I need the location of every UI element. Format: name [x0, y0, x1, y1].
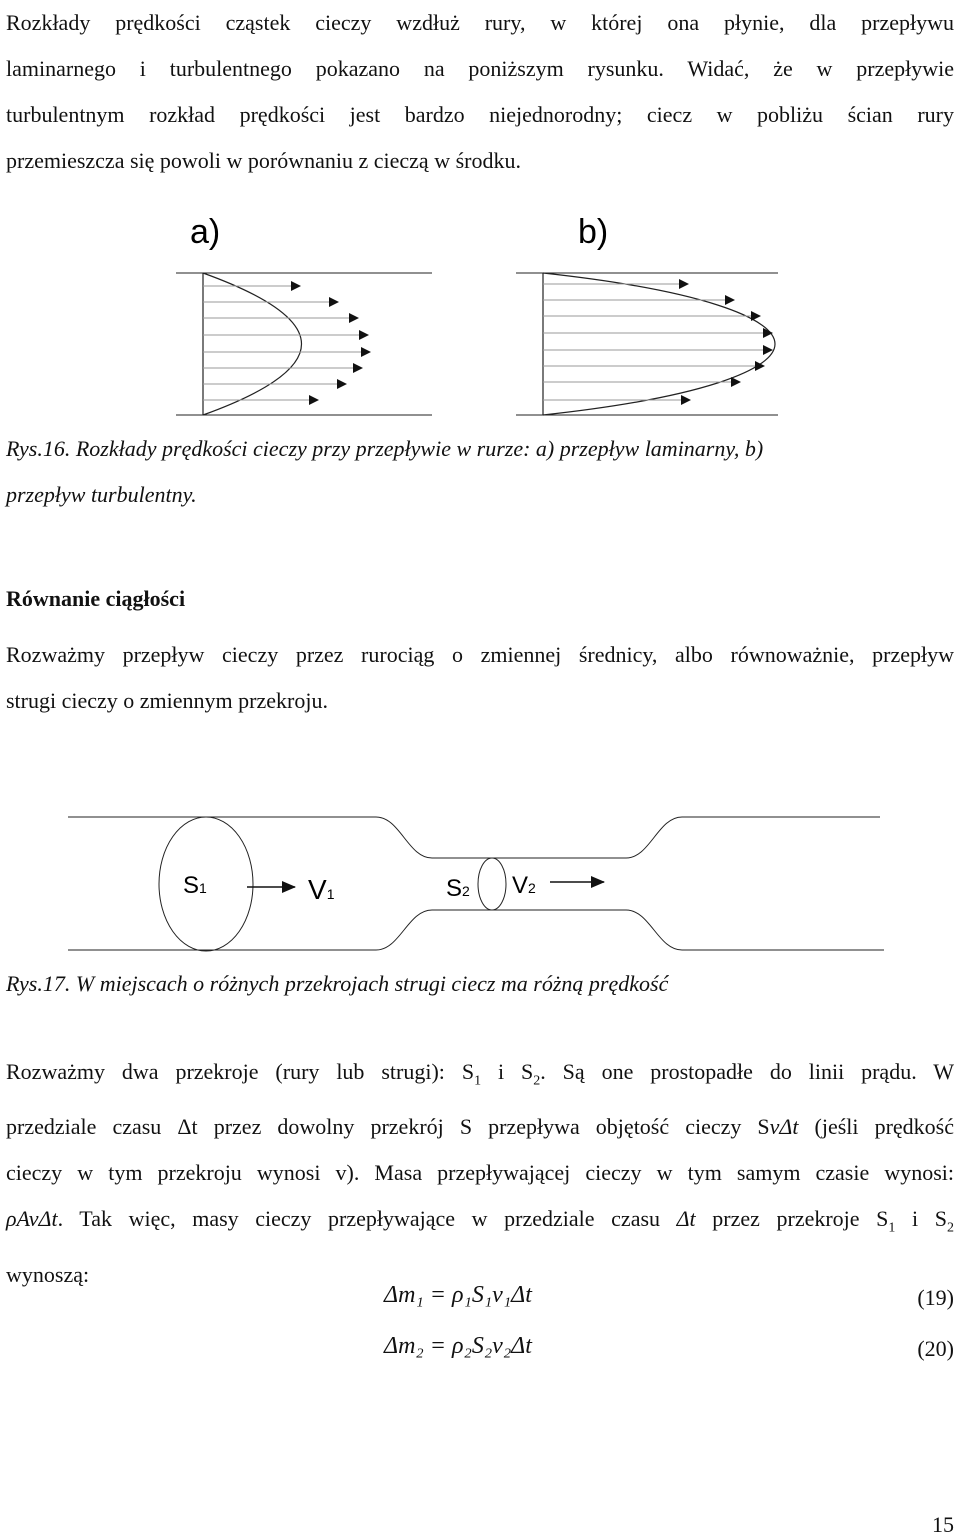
svg-text:S1 [183, 872, 207, 899]
section-paragraph [6, 632, 954, 724]
intro-line: turbulentnym rozkład prędkości jest bardzo niejednorodny; ciecz w pobliżu ścian rury [6, 102, 954, 127]
s1-label: S [183, 872, 200, 899]
figure16-caption-line2: przepływ turbulentny. [6, 482, 197, 507]
body-line-4: ρAvΔt. Tak więc, masy cieczy przepływające w przedziale czasu Δt przez przekroje $S_1$ i $S_2$ [6, 1206, 954, 1236]
equation-19: Δm₁ = ρ₁S₁v₁Δt [384, 1282, 532, 1308]
body-line-1: Rozważmy dwa przekroje (rury lub strugi): $S_1$ i $S_2$. Są one prostopadłe do linii prądu. W [6, 1059, 954, 1089]
v1-subscript: 1 [326, 886, 335, 902]
figure-label-b: b) [578, 213, 609, 251]
v1-label: V [308, 874, 327, 905]
s1-subscript: 1 [199, 880, 207, 896]
intro-line: Rozkłady prędkości cząstek cieczy wzdłuż rury, w której ona płynie, dla przepływu [6, 10, 954, 35]
body-paragraph [6, 1049, 954, 1298]
figure17-caption: Rys.17. W miejscach o różnych przekrojach strugi ciecz ma różną prędkość [6, 971, 669, 996]
svg-text:S2 [446, 875, 470, 902]
intro-line: laminarnego i turbulentnego pokazano na poniższym rysunku. Widać, że w przepływie [6, 56, 954, 81]
svg-text:V2 [512, 872, 536, 899]
turbulent-profile-diagram [516, 273, 778, 415]
intro-line: przemieszcza się powoli w porównaniu z cieczą w środku. [6, 148, 521, 173]
figure-label-a: a) [190, 213, 221, 251]
laminar-profile-diagram [176, 273, 432, 415]
figure16-caption-line1: Rys.16. Rozkłady prędkości cieczy przy przepływie w rurze: a) przepływ laminarny, b) [6, 436, 764, 461]
section-line: Rozważmy przepływ cieczy przez rurociąg o zmiennej średnicy, albo równoważnie, przepływ [6, 642, 954, 667]
body-line-2: przedziale czasu Δt przez dowolny przekrój S przepływa objętość cieczy SvΔt (jeśli prędkość [6, 1114, 955, 1140]
v2-subscript: 2 [528, 880, 536, 896]
v2-label: V [512, 872, 529, 899]
s2-label: S [446, 875, 463, 902]
page-number: 15 [932, 1512, 954, 1537]
equation-20: Δm₂ = ρ₂S₂v₂Δt [384, 1333, 532, 1359]
section-heading: Równanie ciągłości [6, 586, 186, 611]
equation-19-number: (19) [917, 1285, 954, 1310]
equation-20-number: (20) [917, 1336, 954, 1361]
s2-subscript: 2 [462, 883, 470, 899]
body-line-5: wynoszą: [6, 1261, 90, 1287]
body-line-3: cieczy w tym przekroju wynosi v). Masa przepływającej cieczy w tym samym czasie wynosi: [6, 1160, 954, 1186]
section-line: strugi cieczy o zmiennym przekroju. [6, 688, 328, 713]
svg-text:V1 [308, 874, 335, 905]
